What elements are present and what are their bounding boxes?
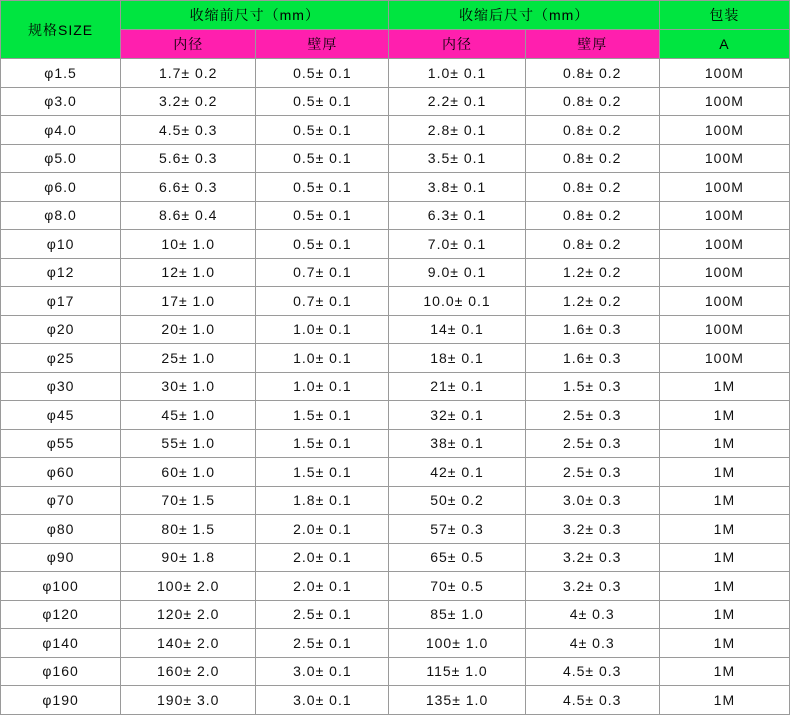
cell-after-wall-thickness: 4± 0.3 [525, 600, 659, 629]
table-row [1, 116, 790, 145]
table-row [1, 458, 790, 487]
cell-after-inner-diameter: 7.0± 0.1 [389, 230, 525, 259]
cell-after-inner-diameter: 115± 1.0 [389, 657, 525, 686]
cell-size: φ17 [1, 287, 121, 316]
cell-package: 100M [659, 59, 789, 88]
table-row [1, 87, 790, 116]
cell-before-wall-thickness: 1.8± 0.1 [256, 486, 389, 515]
cell-after-wall-thickness: 2.5± 0.3 [525, 401, 659, 430]
table-row [1, 372, 790, 401]
cell-after-wall-thickness: 3.0± 0.3 [525, 486, 659, 515]
cell-package: 1M [659, 543, 789, 572]
cell-before-wall-thickness: 2.0± 0.1 [256, 515, 389, 544]
cell-size: φ12 [1, 258, 121, 287]
header-after-inner-diameter: 内径 [389, 30, 525, 59]
cell-before-inner-diameter: 1.7± 0.2 [121, 59, 256, 88]
cell-before-wall-thickness: 1.5± 0.1 [256, 458, 389, 487]
cell-size: φ25 [1, 344, 121, 373]
cell-before-wall-thickness: 0.5± 0.1 [256, 230, 389, 259]
cell-size: φ20 [1, 315, 121, 344]
cell-before-inner-diameter: 100± 2.0 [121, 572, 256, 601]
table-row [1, 59, 790, 88]
cell-size: φ55 [1, 429, 121, 458]
cell-after-wall-thickness: 2.5± 0.3 [525, 429, 659, 458]
cell-package: 100M [659, 201, 789, 230]
table-row [1, 344, 790, 373]
cell-after-wall-thickness: 4.5± 0.3 [525, 686, 659, 715]
cell-before-wall-thickness: 0.5± 0.1 [256, 59, 389, 88]
cell-package: 100M [659, 144, 789, 173]
cell-package: 1M [659, 515, 789, 544]
cell-before-inner-diameter: 4.5± 0.3 [121, 116, 256, 145]
cell-size: φ8.0 [1, 201, 121, 230]
cell-after-inner-diameter: 3.8± 0.1 [389, 173, 525, 202]
cell-after-inner-diameter: 21± 0.1 [389, 372, 525, 401]
cell-before-inner-diameter: 120± 2.0 [121, 600, 256, 629]
cell-before-wall-thickness: 0.5± 0.1 [256, 87, 389, 116]
cell-after-inner-diameter: 1.0± 0.1 [389, 59, 525, 88]
cell-before-inner-diameter: 45± 1.0 [121, 401, 256, 430]
cell-before-wall-thickness: 1.0± 0.1 [256, 344, 389, 373]
cell-after-inner-diameter: 70± 0.5 [389, 572, 525, 601]
cell-package: 1M [659, 657, 789, 686]
table-header [1, 1, 790, 59]
cell-size: φ70 [1, 486, 121, 515]
cell-size: φ80 [1, 515, 121, 544]
cell-after-wall-thickness: 0.8± 0.2 [525, 116, 659, 145]
cell-size: φ100 [1, 572, 121, 601]
cell-after-wall-thickness: 1.2± 0.2 [525, 287, 659, 316]
cell-size: φ120 [1, 600, 121, 629]
cell-after-wall-thickness: 3.2± 0.3 [525, 572, 659, 601]
cell-package: 100M [659, 87, 789, 116]
cell-after-inner-diameter: 65± 0.5 [389, 543, 525, 572]
cell-before-wall-thickness: 0.5± 0.1 [256, 144, 389, 173]
table-row [1, 572, 790, 601]
cell-before-inner-diameter: 20± 1.0 [121, 315, 256, 344]
cell-before-wall-thickness: 1.0± 0.1 [256, 372, 389, 401]
header-package-sub: A [659, 30, 789, 59]
cell-after-inner-diameter: 85± 1.0 [389, 600, 525, 629]
cell-size: φ60 [1, 458, 121, 487]
cell-package: 1M [659, 458, 789, 487]
cell-package: 1M [659, 686, 789, 715]
header-after-wall-thickness: 壁厚 [525, 30, 659, 59]
cell-size: φ45 [1, 401, 121, 430]
cell-after-wall-thickness: 1.2± 0.2 [525, 258, 659, 287]
cell-before-inner-diameter: 10± 1.0 [121, 230, 256, 259]
cell-before-wall-thickness: 1.0± 0.1 [256, 315, 389, 344]
table-row [1, 201, 790, 230]
header-after-shrink-group: 收缩后尺寸（mm） [389, 1, 659, 30]
cell-after-wall-thickness: 0.8± 0.2 [525, 144, 659, 173]
cell-package: 100M [659, 230, 789, 259]
cell-before-inner-diameter: 190± 3.0 [121, 686, 256, 715]
cell-after-inner-diameter: 135± 1.0 [389, 686, 525, 715]
cell-size: φ160 [1, 657, 121, 686]
cell-before-inner-diameter: 3.2± 0.2 [121, 87, 256, 116]
cell-package: 100M [659, 116, 789, 145]
cell-after-wall-thickness: 4.5± 0.3 [525, 657, 659, 686]
cell-before-wall-thickness: 0.5± 0.1 [256, 173, 389, 202]
cell-before-inner-diameter: 5.6± 0.3 [121, 144, 256, 173]
cell-package: 1M [659, 572, 789, 601]
cell-package: 100M [659, 287, 789, 316]
table-row [1, 686, 790, 715]
cell-before-inner-diameter: 70± 1.5 [121, 486, 256, 515]
cell-after-wall-thickness: 0.8± 0.2 [525, 87, 659, 116]
cell-size: φ5.0 [1, 144, 121, 173]
cell-after-wall-thickness: 1.5± 0.3 [525, 372, 659, 401]
cell-package: 1M [659, 600, 789, 629]
cell-after-inner-diameter: 57± 0.3 [389, 515, 525, 544]
cell-after-wall-thickness: 0.8± 0.2 [525, 201, 659, 230]
cell-size: φ30 [1, 372, 121, 401]
cell-after-inner-diameter: 32± 0.1 [389, 401, 525, 430]
cell-before-wall-thickness: 3.0± 0.1 [256, 657, 389, 686]
cell-after-inner-diameter: 14± 0.1 [389, 315, 525, 344]
cell-size: φ10 [1, 230, 121, 259]
cell-after-wall-thickness: 3.2± 0.3 [525, 515, 659, 544]
cell-package: 100M [659, 315, 789, 344]
cell-size: φ6.0 [1, 173, 121, 202]
table-row [1, 486, 790, 515]
cell-size: φ140 [1, 629, 121, 658]
table-row [1, 144, 790, 173]
cell-after-wall-thickness: 0.8± 0.2 [525, 59, 659, 88]
cell-after-inner-diameter: 9.0± 0.1 [389, 258, 525, 287]
cell-before-inner-diameter: 90± 1.8 [121, 543, 256, 572]
header-before-shrink-group: 收缩前尺寸（mm） [121, 1, 389, 30]
cell-before-inner-diameter: 80± 1.5 [121, 515, 256, 544]
cell-after-inner-diameter: 10.0± 0.1 [389, 287, 525, 316]
cell-before-wall-thickness: 2.0± 0.1 [256, 543, 389, 572]
cell-before-inner-diameter: 6.6± 0.3 [121, 173, 256, 202]
cell-package: 1M [659, 486, 789, 515]
cell-after-inner-diameter: 100± 1.0 [389, 629, 525, 658]
cell-before-wall-thickness: 0.5± 0.1 [256, 116, 389, 145]
cell-package: 1M [659, 372, 789, 401]
cell-package: 1M [659, 429, 789, 458]
table-row [1, 287, 790, 316]
cell-before-wall-thickness: 0.7± 0.1 [256, 258, 389, 287]
cell-after-wall-thickness: 1.6± 0.3 [525, 315, 659, 344]
cell-after-inner-diameter: 18± 0.1 [389, 344, 525, 373]
cell-before-wall-thickness: 0.7± 0.1 [256, 287, 389, 316]
table-row [1, 401, 790, 430]
table-row [1, 657, 790, 686]
cell-before-wall-thickness: 1.5± 0.1 [256, 429, 389, 458]
cell-after-wall-thickness: 1.6± 0.3 [525, 344, 659, 373]
cell-after-wall-thickness: 3.2± 0.3 [525, 543, 659, 572]
cell-before-inner-diameter: 12± 1.0 [121, 258, 256, 287]
cell-after-inner-diameter: 42± 0.1 [389, 458, 525, 487]
cell-before-inner-diameter: 55± 1.0 [121, 429, 256, 458]
cell-size: φ4.0 [1, 116, 121, 145]
cell-before-wall-thickness: 1.5± 0.1 [256, 401, 389, 430]
cell-before-wall-thickness: 2.0± 0.1 [256, 572, 389, 601]
cell-package: 100M [659, 258, 789, 287]
cell-after-inner-diameter: 50± 0.2 [389, 486, 525, 515]
table-row [1, 230, 790, 259]
header-before-inner-diameter: 内径 [121, 30, 256, 59]
cell-size: φ3.0 [1, 87, 121, 116]
cell-after-wall-thickness: 0.8± 0.2 [525, 173, 659, 202]
cell-after-wall-thickness: 4± 0.3 [525, 629, 659, 658]
cell-after-wall-thickness: 0.8± 0.2 [525, 230, 659, 259]
header-before-wall-thickness: 壁厚 [256, 30, 389, 59]
table-row [1, 543, 790, 572]
cell-before-inner-diameter: 30± 1.0 [121, 372, 256, 401]
cell-before-inner-diameter: 160± 2.0 [121, 657, 256, 686]
cell-before-wall-thickness: 2.5± 0.1 [256, 629, 389, 658]
cell-size: φ90 [1, 543, 121, 572]
table-row [1, 515, 790, 544]
cell-before-inner-diameter: 17± 1.0 [121, 287, 256, 316]
cell-before-inner-diameter: 25± 1.0 [121, 344, 256, 373]
cell-before-wall-thickness: 0.5± 0.1 [256, 201, 389, 230]
table-row [1, 173, 790, 202]
table-body [1, 59, 790, 715]
cell-before-wall-thickness: 2.5± 0.1 [256, 600, 389, 629]
table-row [1, 629, 790, 658]
cell-before-inner-diameter: 140± 2.0 [121, 629, 256, 658]
cell-after-wall-thickness: 2.5± 0.3 [525, 458, 659, 487]
cell-after-inner-diameter: 2.2± 0.1 [389, 87, 525, 116]
cell-size: φ1.5 [1, 59, 121, 88]
cell-after-inner-diameter: 3.5± 0.1 [389, 144, 525, 173]
cell-package: 1M [659, 401, 789, 430]
cell-size: φ190 [1, 686, 121, 715]
cell-before-wall-thickness: 3.0± 0.1 [256, 686, 389, 715]
cell-before-inner-diameter: 8.6± 0.4 [121, 201, 256, 230]
cell-after-inner-diameter: 2.8± 0.1 [389, 116, 525, 145]
cell-package: 100M [659, 344, 789, 373]
header-row-groups [1, 1, 790, 30]
table-row [1, 600, 790, 629]
table-row [1, 429, 790, 458]
header-size: 规格SIZE [1, 1, 121, 59]
cell-before-inner-diameter: 60± 1.0 [121, 458, 256, 487]
table-row [1, 315, 790, 344]
header-package: 包装 [659, 1, 789, 30]
cell-package: 1M [659, 629, 789, 658]
table-row [1, 258, 790, 287]
cell-after-inner-diameter: 38± 0.1 [389, 429, 525, 458]
cell-package: 100M [659, 173, 789, 202]
cell-after-inner-diameter: 6.3± 0.1 [389, 201, 525, 230]
